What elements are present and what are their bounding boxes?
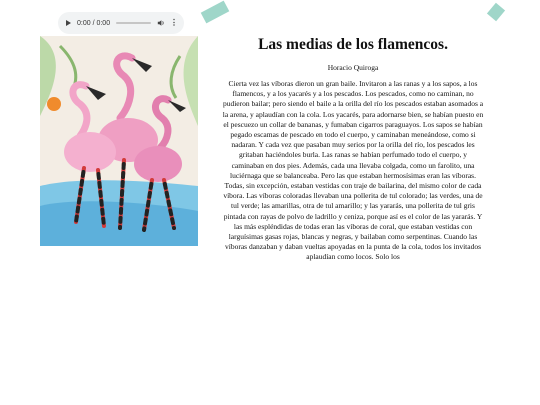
audio-player[interactable] — [58, 12, 184, 34]
decorative-shape-left — [201, 1, 230, 24]
audio-progress-track[interactable] — [116, 22, 151, 24]
volume-icon[interactable] — [157, 19, 165, 27]
author-name: Horacio Quiroga — [327, 63, 379, 72]
story-text: Cierta vez las víboras dieron un gran baile. Invitaron a las ranas y a los sapos, a los flamencos, y a los yacarés y a los pescados. Los pescados, como no caminan, no pudieron bailar; pero siendo el baile a la orilla del río los pescados estaban asomados a la arena, y aplaudían con la cola. Los yacarés, para adornarse bien, se habían puesto en el pescuezo un collar de bananas, y fumaban cigarros paraguayos. Los sapos se habían pegado escamas de pescado en todo el cuerpo, y caminaban meneándose, como si nadaran. Y cada vez que pasaban muy serios por la orilla del río, los pescados les gritaban haciéndoles burla. Las ranas se habían perfumado todo el cuerpo, y caminaban en dos pies. Además, cada una llevaba colgada, como un farolito, una luciérnaga que se balanceaba. Pero las que estaban hermosísimas eran las víboras. Todas, sin excepción, estaban vestidas con traje de bailarina, del mismo color de cada víbora. Las víboras coloradas llevaban una pollerita de tul colorado; las verdes, una de tul verde; las amarillas, otra de tul amarillo; y las yararás, una pollerita de tul gris pintada con rayas de polvo de ladrillo y ceniza, porque así es el color de las yararás. Y las más espléndidas de todas eran las víboras de coral, que estaban vestidas con larguísimas gasas rojas, blancas y negras, y bailaban como serpentinas. Cuando las víboras danzaban y daban vueltas apoyadas en la punta de la cola, todos los invitados aplaudían como locos. Solo los — [222, 79, 484, 262]
page-title: Las medias de los flamencos. — [258, 36, 448, 53]
flamingos-painting — [40, 36, 198, 246]
more-options-icon[interactable]: ⋮ — [170, 18, 178, 27]
play-icon[interactable] — [66, 20, 71, 26]
decorative-shape-right — [487, 3, 505, 21]
audio-time: 0:00 / 0:00 — [77, 19, 111, 27]
